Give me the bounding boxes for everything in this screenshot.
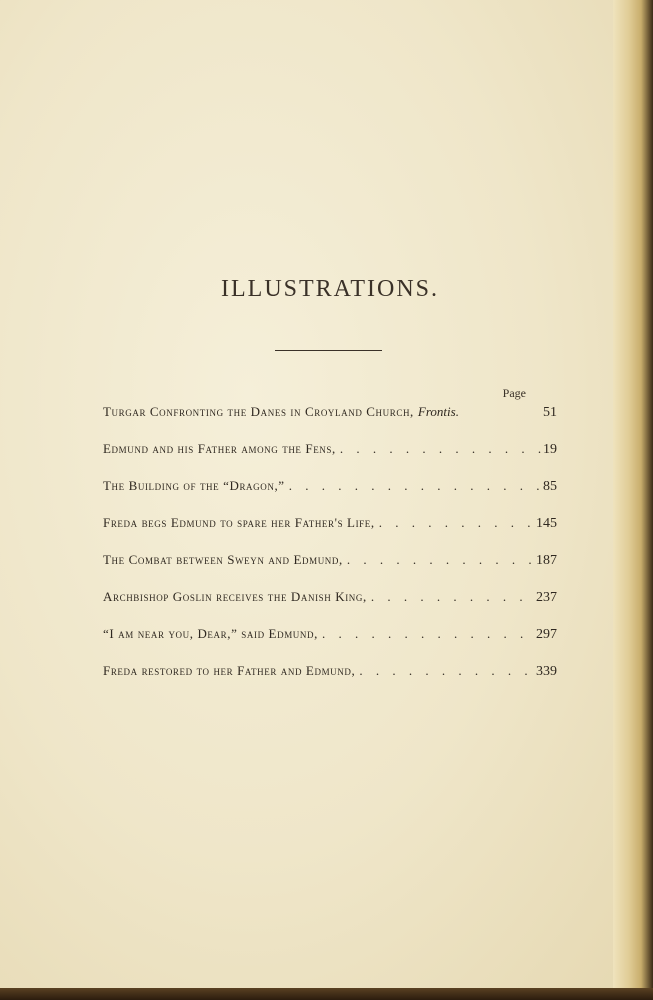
entry-title: Edmund and his Father among the Fens, (103, 441, 336, 456)
entry-page: 51 (543, 405, 557, 420)
entry-page: 237 (536, 590, 557, 605)
leader-dots (355, 663, 536, 679)
entry-page: 297 (536, 627, 557, 642)
entry-title: Archbishop Goslin receives the Danish King, (103, 589, 367, 604)
page-column-heading: Page (502, 386, 526, 400)
entry-page: 85 (543, 479, 557, 494)
book-bottom-edge (0, 988, 653, 1000)
list-item (103, 552, 557, 589)
leader-dots (367, 589, 536, 605)
list-item (103, 663, 557, 700)
entry-title: The Combat between Sweyn and Edmund, (103, 552, 343, 567)
entry-page: 145 (536, 516, 557, 531)
list-item (103, 589, 557, 626)
entry-title: The Building of the “Dragon,” (103, 478, 285, 493)
list-item (103, 515, 557, 552)
entry-title: Freda restored to her Father and Edmund, (103, 663, 356, 678)
entry-title: “I am near you, Dear,” said Edmund, (103, 626, 318, 641)
title-rule (275, 350, 382, 351)
list-item (103, 478, 557, 515)
illustrations-list (103, 404, 557, 700)
entry-page: 19 (543, 442, 557, 457)
page-title: ILLUSTRATIONS. (221, 276, 439, 302)
list-item (103, 404, 557, 441)
leader-dots (318, 626, 536, 642)
leader-dots (343, 552, 536, 568)
leader-dots (375, 515, 536, 531)
entry-note: Frontis. (417, 404, 459, 419)
leader-dots (336, 441, 543, 457)
list-item (103, 626, 557, 663)
entry-page: 339 (536, 664, 557, 679)
book-fore-edge (613, 0, 653, 1000)
entry-title: Turgar Confronting the Danes in Croyland Church, (103, 404, 414, 419)
entry-page: 187 (536, 553, 557, 568)
leader-dots (285, 478, 543, 494)
list-item (103, 441, 557, 478)
entry-title: Freda begs Edmund to spare her Father's Life, (103, 515, 375, 530)
